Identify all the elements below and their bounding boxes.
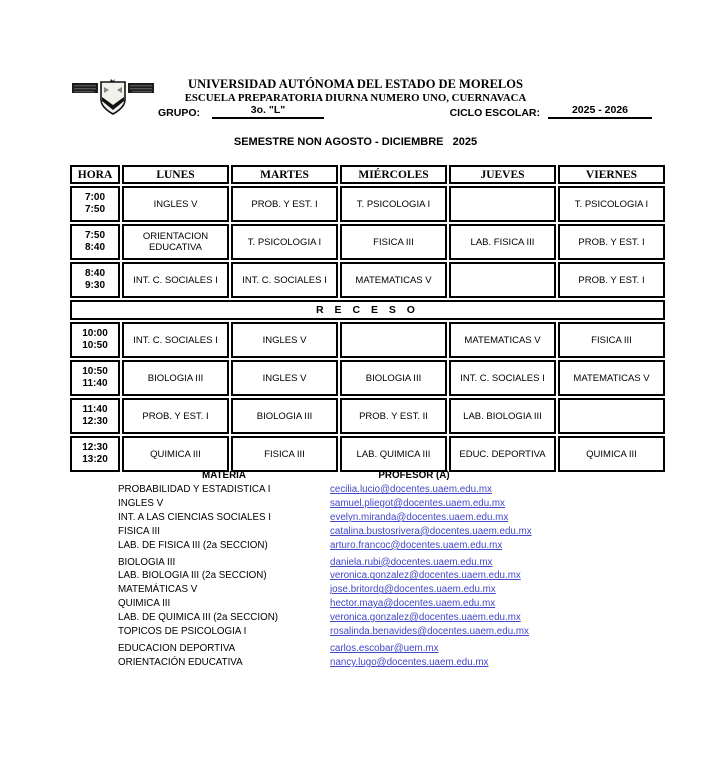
subject-cell: INT. C. SOCIALES I [231, 262, 338, 298]
course-subject: BIOLOGIA III [118, 556, 176, 568]
course-subject: ORIENTACIÓN EDUCATIVA [118, 656, 243, 668]
time-text: 8:40 [84, 242, 105, 253]
course-row [118, 625, 618, 639]
university-name: UNIVERSIDAD AUTÓNOMA DEL ESTADO DE MORELOS [188, 77, 523, 91]
cycle-value: 2025 - 2026 [548, 104, 652, 119]
day-column-header: MARTES [231, 165, 338, 184]
course-email [330, 583, 496, 597]
subject-cell: T. PSICOLOGIA I [558, 186, 665, 222]
course-row [118, 497, 618, 511]
course-email [330, 511, 508, 525]
subject-cell: T. PSICOLOGIA I [231, 224, 338, 260]
course-subject: FISICA III [118, 525, 160, 537]
time-text: 13:20 [82, 454, 108, 465]
course-professor-section [118, 470, 618, 670]
day-column-header: MIÉRCOLES [340, 165, 447, 184]
course-email [330, 597, 495, 611]
schedule-row [70, 186, 665, 222]
professor-email-link[interactable]: veronica.gonzalez@docentes.uaem.edu.mx [330, 570, 521, 582]
time-text: 10:50 [82, 340, 108, 351]
schedule-row [70, 224, 665, 260]
schedule-table [68, 163, 667, 474]
subject-cell: QUIMICA III [558, 436, 665, 472]
schedule-row [70, 322, 665, 358]
subject-cell: PROB. Y EST. I [558, 262, 665, 298]
time-cell [70, 436, 120, 472]
course-row [118, 569, 618, 583]
day-column-header: JUEVES [449, 165, 556, 184]
course-list [118, 483, 618, 670]
group-cycle-row [158, 104, 652, 119]
recess-cell: R E C E S O [70, 300, 665, 320]
professor-email-link[interactable]: veronica.gonzalez@docentes.uaem.edu.mx [330, 612, 521, 624]
schedule-row [70, 398, 665, 434]
time-text: 10:00 [82, 328, 108, 339]
schedule-row [70, 360, 665, 396]
course-row [118, 642, 618, 656]
cycle-label: CICLO ESCOLAR: [449, 107, 540, 119]
empty-cell [449, 262, 556, 298]
course-subject: PROBABILIDAD Y ESTADISTICA I [118, 484, 271, 495]
course-email [330, 525, 532, 539]
subject-cell: LAB. FISICA III [449, 224, 556, 260]
empty-cell [449, 186, 556, 222]
schedule-header-row [70, 165, 665, 184]
subject-cell: BIOLOGIA III [122, 360, 229, 396]
subject-cell: ORIENTACION EDUCATIVA [122, 224, 229, 260]
time-text: 11:40 [82, 404, 108, 415]
time-cell [70, 360, 120, 396]
subject-cell: PROB. Y EST. II [340, 398, 447, 434]
empty-cell [558, 398, 665, 434]
subject-cell: EDUC. DEPORTIVA [449, 436, 556, 472]
course-subject: LAB. DE FISICA III (2a SECCION) [118, 539, 268, 551]
course-email [330, 642, 439, 656]
course-subject: TOPICOS DE PSICOLOGIA I [118, 626, 247, 638]
time-cell [70, 186, 120, 222]
hora-column-header: HORA [70, 165, 120, 184]
time-text: 12:30 [82, 442, 108, 453]
professor-email-link[interactable]: evelyn.miranda@docentes.uaem.edu.mx [330, 511, 509, 523]
subject-cell: T. PSICOLOGIA I [340, 186, 447, 222]
course-row [118, 525, 618, 539]
professor-email-link[interactable]: jose.britordg@docentes.uaem.edu.mx [330, 584, 496, 596]
course-email [330, 497, 505, 511]
time-text: 12:30 [82, 416, 108, 427]
course-email [330, 656, 488, 670]
subject-cell: INGLES V [231, 360, 338, 396]
time-cell [70, 322, 120, 358]
subject-cell: INGLES V [122, 186, 229, 222]
course-row [118, 511, 618, 525]
day-column-header: VIERNES [558, 165, 665, 184]
time-cell [70, 262, 120, 298]
course-email [330, 539, 502, 553]
course-row [118, 597, 618, 611]
group-label: GRUPO: [158, 107, 200, 119]
professor-email-link[interactable]: cecilia.lucio@docentes.uaem.edu.mx [330, 484, 492, 495]
subject-cell: PROB. Y EST. I [122, 398, 229, 434]
subject-cell: BIOLOGIA III [231, 398, 338, 434]
course-row [118, 656, 618, 670]
time-text: 7:50 [84, 230, 105, 241]
group-value: 3o. "L" [212, 104, 324, 119]
course-row [118, 611, 618, 625]
time-text: 9:30 [84, 280, 105, 291]
subject-cell: MATEMATICAS V [340, 262, 447, 298]
subject-cell: LAB. BIOLOGIA III [449, 398, 556, 434]
course-subject: INT. A LAS CIENCIAS SOCIALES I [118, 511, 271, 523]
course-subject: LAB. DE QUIMICA III (2a SECCION) [118, 612, 279, 624]
subject-cell: FISICA III [558, 322, 665, 358]
course-subject: MATEMÁTICAS V [118, 584, 198, 596]
time-text: 8:40 [84, 268, 105, 279]
subject-cell: MATEMATICAS V [449, 322, 556, 358]
course-subject: INGLES V [118, 497, 164, 509]
professor-email-link[interactable]: hector.maya@docentes.uaem.edu.mx [330, 598, 496, 610]
time-text: 11:40 [82, 378, 108, 389]
schedule-row [70, 436, 665, 472]
course-row [118, 539, 618, 553]
course-email [330, 483, 492, 497]
professor-email-link[interactable]: carlos.escobar@uem.mx [330, 642, 439, 654]
course-list-header [118, 470, 618, 481]
course-email [330, 611, 521, 625]
course-subject: QUIMICA III [118, 598, 171, 610]
subject-cell: PROB. Y EST. I [558, 224, 665, 260]
course-subject: EDUCACION DEPORTIVA [118, 642, 236, 654]
subject-cell: FISICA III [231, 436, 338, 472]
subject-cell: PROB. Y EST. I [231, 186, 338, 222]
professor-email-link[interactable]: rosalinda.benavides@docentes.uaem.edu.mx [330, 626, 529, 638]
professor-email-link[interactable]: nancy.lugo@docentes.uaem.edu.mx [330, 656, 489, 668]
subject-cell: QUIMICA III [122, 436, 229, 472]
course-subject: LAB. BIOLOGIA III (2a SECCION) [118, 570, 267, 582]
semester-title: SEMESTRE NON AGOSTO - DICIEMBRE 2025 [233, 136, 478, 148]
time-text: 7:00 [84, 192, 105, 203]
materia-header: MATERIA [202, 470, 246, 481]
subject-cell: BIOLOGIA III [340, 360, 447, 396]
time-text: 10:50 [82, 366, 108, 377]
subject-cell: INGLES V [231, 322, 338, 358]
subject-cell: INT. C. SOCIALES I [122, 262, 229, 298]
time-cell [70, 398, 120, 434]
subject-cell: FISICA III [340, 224, 447, 260]
empty-cell [340, 322, 447, 358]
subject-cell: LAB. QUIMICA III [340, 436, 447, 472]
course-email [330, 556, 492, 570]
day-column-header: LUNES [122, 165, 229, 184]
subject-cell: INT. C. SOCIALES I [122, 322, 229, 358]
time-text: 7:50 [84, 204, 105, 215]
schedule-row [70, 262, 665, 298]
time-cell [70, 224, 120, 260]
professor-email-link[interactable]: daniela.rubi@docentes.uaem.edu.mx [330, 556, 493, 568]
course-row [118, 583, 618, 597]
course-row [118, 483, 618, 497]
subject-cell: INT. C. SOCIALES I [449, 360, 556, 396]
recess-row [70, 300, 665, 320]
course-row [118, 556, 618, 570]
school-name: ESCUELA PREPARATORIA DIURNA NUMERO UNO, CUERNAVACA [184, 92, 527, 104]
course-email [330, 625, 529, 639]
course-email [330, 569, 521, 583]
professor-email-link[interactable]: catalina.bustosrivera@docentes.uaem.edu.mx [330, 525, 532, 537]
profesor-header: PROFESOR (A) [378, 470, 450, 481]
schedule-table-body [70, 186, 665, 472]
professor-email-link[interactable]: samuel.pliegot@docentes.uaem.edu.mx [330, 497, 505, 509]
professor-email-link[interactable]: arturo.francoc@docentes.uaem.edu.mx [330, 539, 503, 551]
subject-cell: MATEMATICAS V [558, 360, 665, 396]
